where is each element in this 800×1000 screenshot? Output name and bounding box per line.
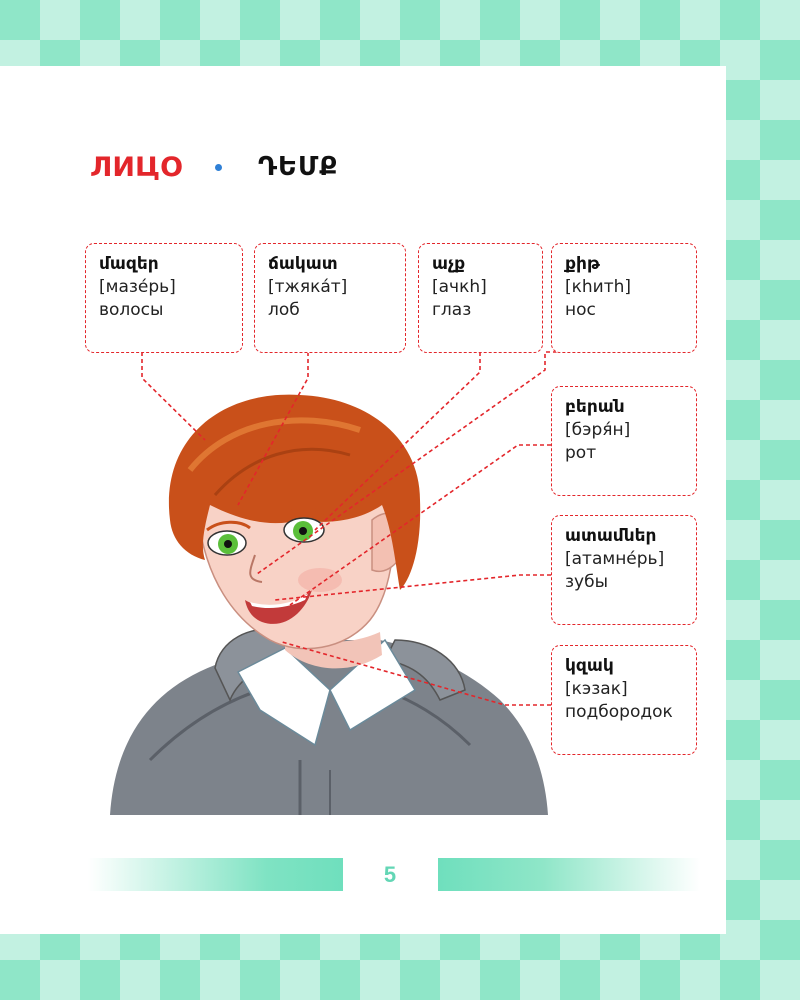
label-forehead-transcription: [тжяка́т] [268,277,348,297]
label-mouth [551,386,697,496]
title-separator-dot [215,164,222,171]
label-mouth-translation: рот [565,443,597,463]
label-hair [85,243,243,353]
label-chin [551,645,697,755]
label-mouth-word: բերան [565,397,625,417]
label-nose [551,243,697,353]
label-nose-translation: нос [565,300,596,320]
page-number: 5 [383,862,397,887]
label-hair-word: մազեր [99,254,159,274]
label-forehead-translation: лоб [268,300,300,320]
label-eye-transcription: [ачкh] [432,277,487,297]
label-hair-translation: волосы [99,300,164,320]
title-russian: ЛИЦО [90,151,184,183]
label-nose-transcription: [кhитh] [565,277,632,297]
label-forehead [254,243,406,353]
label-eye-translation: глаз [432,300,472,320]
label-eye-word: աչք [432,254,466,274]
label-chin-word: կզակ [565,656,614,676]
label-eye [418,243,543,353]
label-forehead-word: ճակատ [268,254,338,274]
label-teeth-transcription: [атамне́рь] [565,549,665,569]
label-teeth-word: ատամներ [565,526,657,546]
label-chin-transcription: [кэзак] [565,679,628,699]
label-nose-word: քիթ [565,254,600,274]
label-chin-translation: подбородок [565,702,673,722]
label-mouth-transcription: [бэря́н] [565,420,631,440]
label-hair-transcription: [мазе́рь] [99,277,176,297]
label-teeth-translation: зубы [565,572,609,592]
footer-bar-left [88,858,343,891]
footer-bar-right [438,858,700,891]
label-teeth [551,515,697,625]
title-armenian: ԴԵՄՔ [258,152,339,182]
page-title [90,150,338,184]
book-page [0,66,726,934]
